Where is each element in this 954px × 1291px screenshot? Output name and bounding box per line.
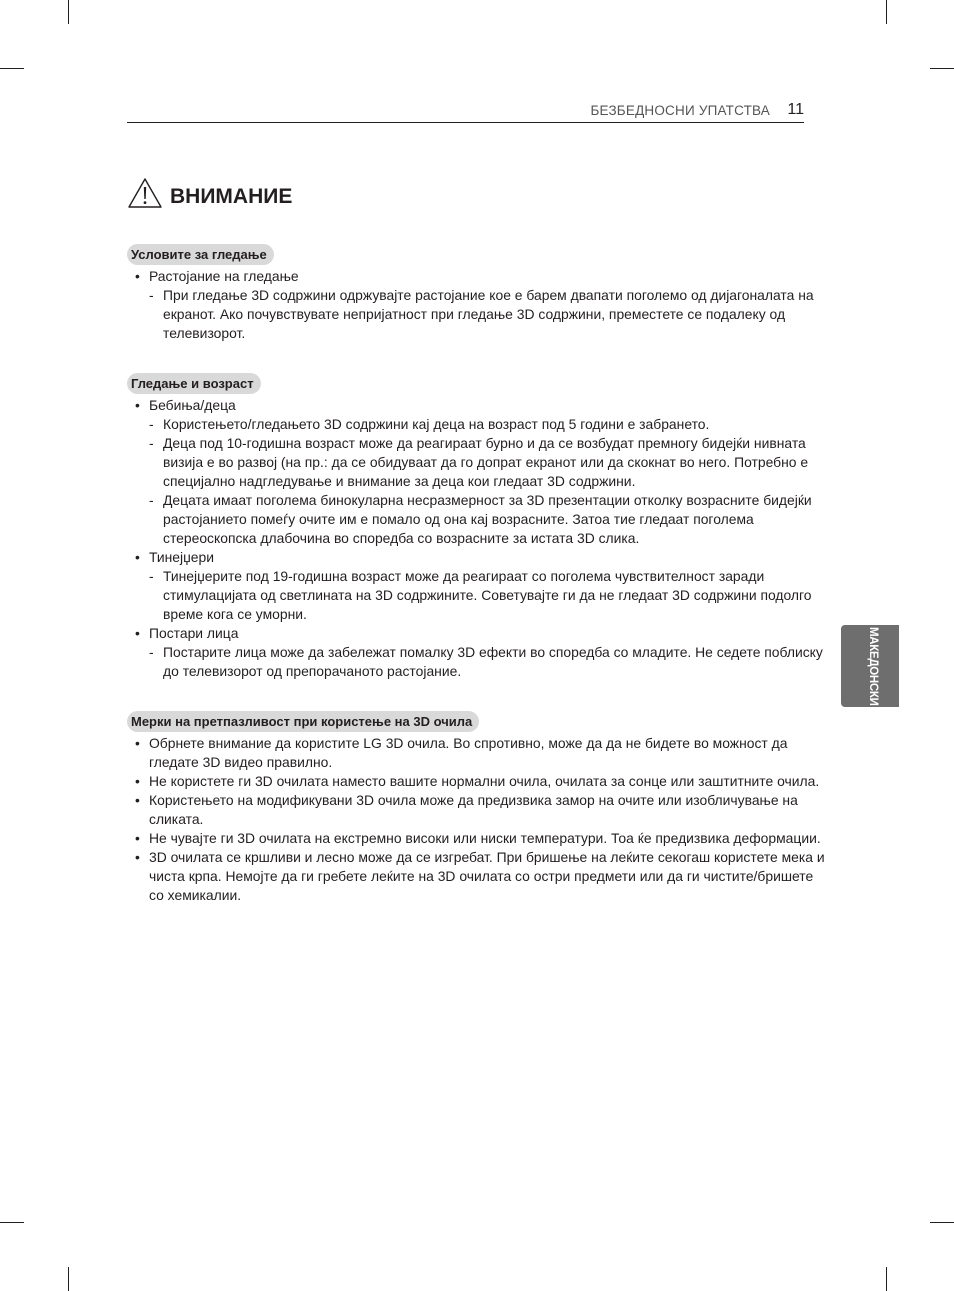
bullet-item: • 3D очилата се кршливи и лесно може да се изгребат. При бришење на леќите секогаш користете мека и чиста крпа. Немојте да ги гребете леќите на 3D очилата со остри предмети или да ги чистите/бришете со хемикалии. [127, 848, 827, 905]
crop-mark [68, 0, 69, 24]
content-body [127, 244, 827, 935]
crop-mark [886, 1267, 887, 1291]
bullet-item: • Растојание на гледање [127, 267, 827, 286]
running-header [127, 100, 804, 123]
dash-item: - Користењето/гледањето 3D содржини кај деца на возраст под 5 години е забрането. [127, 415, 827, 434]
crop-mark [68, 1267, 69, 1291]
dash-item: - Децата имаат поголема бинокуларна несразмерност за 3D презентации отколку возрасните бидејќи растојанието помеѓу очите им е помало од она кај возрасните. Затоа тие гледаат поголема стереоскопска длабочина во споредба со возрасните за истата 3D слика. [127, 491, 827, 548]
dash-item: - Тинејџерите под 19-годишна возраст може да реагираат со поголема чувствителност заради стимулацијата од светлината на 3D содржините. Советувајте ги да не гледаат 3D содржини подолго време кога се уморни. [127, 567, 827, 624]
page-number: 11 [787, 101, 804, 118]
page-title: ВНИМАНИЕ [170, 185, 293, 208]
dash-item: - Постарите лица може да забележат помалку 3D ефекти во споредба со младите. Не седете поблиску до телевизорот од препорачаното растојание. [127, 643, 827, 681]
bullet-item: • Бебиња/деца [127, 396, 827, 415]
bullet-list [127, 734, 827, 905]
crop-mark [0, 1222, 24, 1223]
section [127, 373, 827, 681]
crop-mark [930, 1222, 954, 1223]
bullet-list [127, 267, 827, 343]
section-heading: Мерки на претпазливост при користење на 3D очила [127, 711, 479, 732]
crop-mark [930, 68, 954, 69]
language-tab [841, 625, 899, 707]
section [127, 711, 827, 905]
section [127, 244, 827, 343]
crop-mark [0, 68, 24, 69]
warning-triangle-icon [127, 177, 163, 209]
bullet-item: • Не чувајте ги 3D очилата на екстремно високи или ниски температури. Тоа ќе предизвика деформации. [127, 829, 827, 848]
language-tab-label: МАКЕДОНСКИ [867, 627, 879, 706]
bullet-item: • Постари лица [127, 624, 827, 643]
caution-title [127, 176, 292, 210]
bullet-item: • Тинејџери [127, 548, 827, 567]
bullet-item: • Не користете ги 3D очилата наместо вашите нормални очила, очилата за сонце или заштитните очила. [127, 772, 827, 791]
bullet-item: • Користењето на модификувани 3D очила може да предизвика замор на очите или изобличување на сликата. [127, 791, 827, 829]
section-heading: Гледање и возраст [127, 373, 261, 394]
crop-mark [886, 0, 887, 24]
bullet-list [127, 396, 827, 681]
header-section-title: БЕЗБЕДНОСНИ УПАТСТВА [590, 103, 770, 118]
dash-item: - Деца под 10-годишна возраст може да реагираат бурно и да се возбудат премногу бидејќи нивната визија е во развој (на пр.: да се обидуваат да го допрат екранот или да скокнат во него. Потребно е специјално надгледување и внимание за деца кои гледаат 3D содржини. [127, 434, 827, 491]
dash-item: - При гледање 3D содржини одржувајте растојание кое е барем двапати поголемо од дијагоналата на екранот. Ако почувствувате непријатност при гледање 3D содржини, преместете се подалеку од телевизорот. [127, 286, 827, 343]
section-heading: Условите за гледање [127, 244, 274, 265]
bullet-item: • Обрнете внимание да користите LG 3D очила. Во спротивно, може да да не бидете во можност да гледате 3D видео правилно. [127, 734, 827, 772]
